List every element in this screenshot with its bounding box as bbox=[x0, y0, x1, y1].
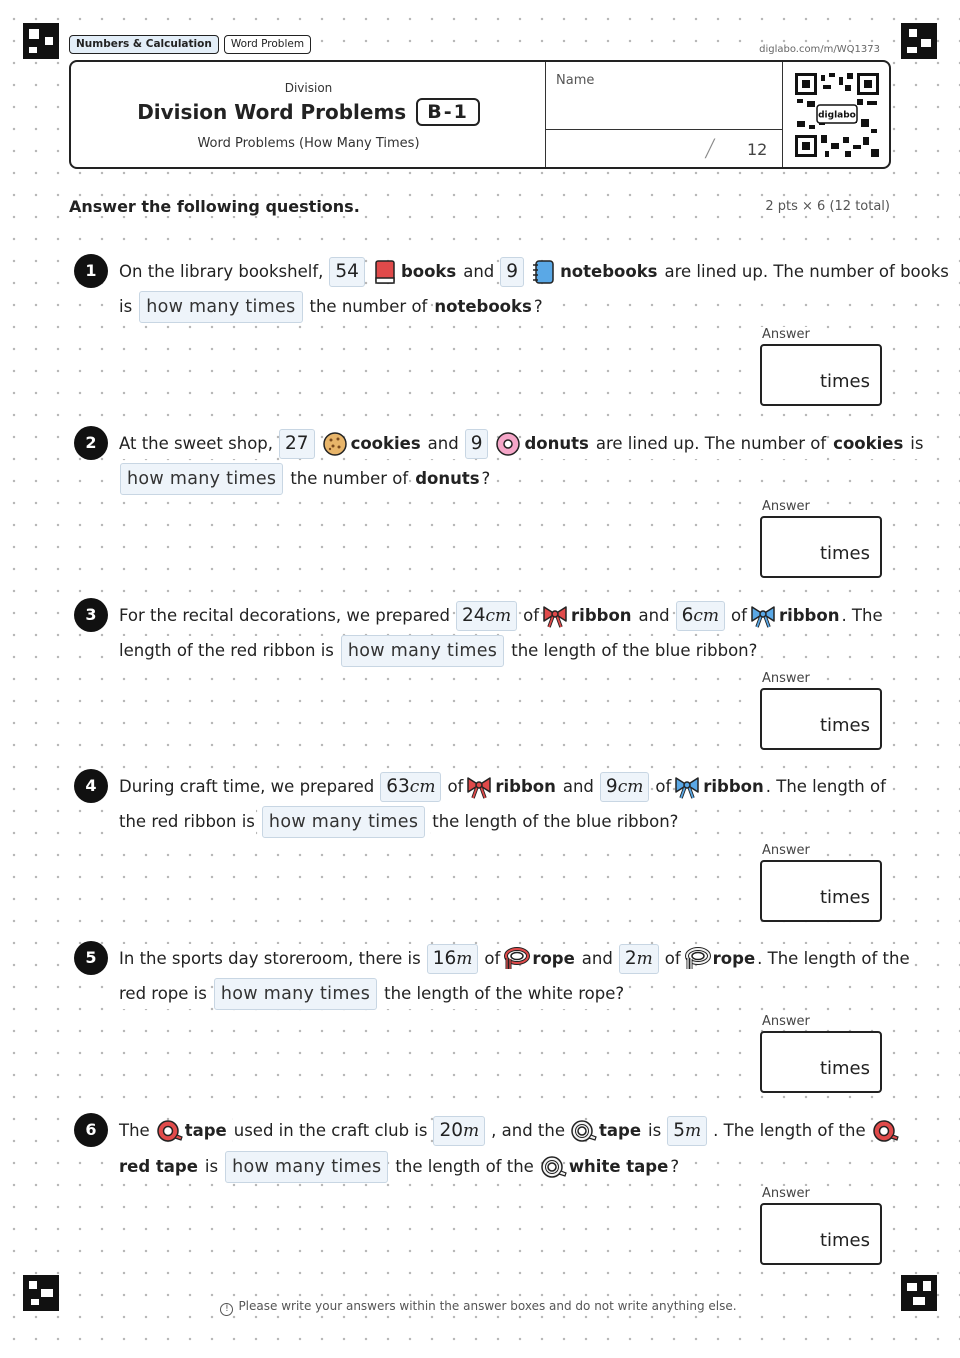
white-rope-icon bbox=[683, 945, 711, 973]
item-word: ribbon bbox=[702, 772, 765, 802]
item-word: red tape bbox=[118, 1152, 199, 1182]
item-word: notebooks bbox=[433, 292, 532, 322]
question-text: is bbox=[118, 292, 133, 322]
question-text-line bbox=[118, 635, 893, 667]
white-tape-icon bbox=[539, 1153, 567, 1181]
question-text: is bbox=[909, 429, 924, 459]
question-text-line bbox=[118, 601, 893, 631]
site-url: diglabo.com/m/WQ1373 bbox=[759, 44, 880, 55]
question-text-line bbox=[118, 463, 893, 495]
item-word: rope bbox=[712, 944, 756, 974]
question-text: the red ribbon is bbox=[118, 807, 256, 837]
number-box: 5m bbox=[667, 1116, 707, 1146]
question-text-line bbox=[118, 1116, 893, 1146]
answer-label: Answer bbox=[762, 1186, 810, 1201]
question-number: 4 bbox=[74, 769, 108, 803]
answer-unit: times bbox=[819, 887, 870, 908]
question-text: . The length of bbox=[765, 772, 887, 802]
notebook-icon bbox=[530, 258, 558, 286]
question-text-line bbox=[118, 1151, 893, 1183]
question-text: and bbox=[638, 601, 671, 631]
red-rope-icon bbox=[502, 945, 530, 973]
answer-unit: times bbox=[819, 371, 870, 392]
worksheet-header bbox=[69, 60, 891, 169]
score-field[interactable] bbox=[546, 130, 782, 167]
question-text: . The bbox=[840, 601, 883, 631]
worksheet-title: Division Word Problems bbox=[137, 100, 407, 124]
answer-unit: times bbox=[819, 1058, 870, 1079]
answer-label: Answer bbox=[762, 671, 810, 686]
red-tape-icon bbox=[155, 1117, 183, 1145]
number-box: 9 bbox=[465, 429, 489, 459]
footer-note-text: Please write your answers within the answer boxes and do not write anything else. bbox=[235, 1299, 739, 1313]
question-number: 6 bbox=[74, 1113, 108, 1147]
score-slash: / bbox=[703, 134, 717, 162]
name-field[interactable] bbox=[546, 62, 782, 130]
question-text-line bbox=[118, 806, 893, 838]
red-ribbon-icon bbox=[465, 773, 493, 801]
question-text: ? bbox=[669, 1152, 680, 1182]
answer-unit: times bbox=[819, 543, 870, 564]
number-box: 9cm bbox=[600, 772, 649, 802]
answer-box[interactable] bbox=[760, 1203, 882, 1265]
answer-label: Answer bbox=[762, 327, 810, 342]
question-text: and bbox=[562, 772, 595, 802]
item-word: donuts bbox=[414, 464, 480, 494]
question-text: . The length of the bbox=[756, 944, 911, 974]
item-word: ribbon bbox=[778, 601, 841, 631]
question-text: is bbox=[204, 1152, 219, 1182]
item-word: notebooks bbox=[559, 257, 658, 287]
question-text: length of the red ribbon is bbox=[118, 636, 335, 666]
item-word: books bbox=[400, 257, 457, 287]
how-many-times-phrase: how many times bbox=[341, 635, 504, 667]
level-badge: B-1 bbox=[416, 98, 480, 126]
question-text: are lined up. The number of books bbox=[664, 257, 950, 287]
question-number: 1 bbox=[74, 254, 108, 288]
corner-marker-top-right bbox=[901, 23, 937, 59]
question-text: The bbox=[118, 1116, 151, 1146]
question-text-line bbox=[118, 429, 924, 459]
subject-label: Division bbox=[284, 81, 333, 95]
question-text: At the sweet shop, bbox=[118, 429, 274, 459]
question-text: . The length of the bbox=[712, 1116, 867, 1146]
item-word: rope bbox=[531, 944, 575, 974]
question-text-line bbox=[118, 291, 893, 323]
question-text: red rope is bbox=[118, 979, 208, 1009]
item-word: cookies bbox=[350, 429, 422, 459]
number-box: 6cm bbox=[676, 601, 725, 631]
score-total: 12 bbox=[747, 140, 768, 159]
type-tag: Word Problem bbox=[224, 35, 311, 54]
number-box: 63cm bbox=[380, 772, 441, 802]
question-text: On the library bookshelf, bbox=[118, 257, 324, 287]
question-text: ? bbox=[481, 464, 492, 494]
question-text: of bbox=[446, 772, 464, 802]
cookie-icon bbox=[321, 430, 349, 458]
question-text: ? bbox=[533, 292, 544, 322]
red-tape-icon bbox=[871, 1117, 899, 1145]
question-text: is bbox=[647, 1116, 662, 1146]
name-label: Name bbox=[556, 73, 595, 88]
question-text: In the sports day storeroom, there is bbox=[118, 944, 422, 974]
question-text: of bbox=[522, 601, 540, 631]
answer-box[interactable] bbox=[760, 688, 882, 750]
question-text-line bbox=[118, 772, 893, 802]
white-tape-icon bbox=[569, 1117, 597, 1145]
red-ribbon-icon bbox=[541, 602, 569, 630]
question-number: 2 bbox=[74, 426, 108, 460]
number-box: 24cm bbox=[456, 601, 517, 631]
answer-box[interactable] bbox=[760, 1031, 882, 1093]
how-many-times-phrase: how many times bbox=[262, 806, 425, 838]
how-many-times-phrase: how many times bbox=[120, 463, 283, 495]
number-box: 54 bbox=[329, 257, 365, 287]
question-text: of bbox=[654, 772, 672, 802]
item-word: cookies bbox=[832, 429, 904, 459]
item-word: donuts bbox=[523, 429, 589, 459]
how-many-times-phrase: how many times bbox=[139, 291, 302, 323]
question-number: 3 bbox=[74, 598, 108, 632]
number-box: 9 bbox=[500, 257, 524, 287]
answer-label: Answer bbox=[762, 1014, 810, 1029]
how-many-times-phrase: how many times bbox=[214, 978, 377, 1010]
how-many-times-phrase: how many times bbox=[225, 1151, 388, 1183]
item-word: ribbon bbox=[570, 601, 633, 631]
number-box: 27 bbox=[279, 429, 315, 459]
question-text: of bbox=[483, 944, 501, 974]
question-text: and bbox=[581, 944, 614, 974]
answer-label: Answer bbox=[762, 499, 810, 514]
tag-group bbox=[69, 35, 311, 54]
question-text: of bbox=[664, 944, 682, 974]
question-text: the length of the blue ribbon? bbox=[510, 636, 758, 666]
question-text: the length of the white rope? bbox=[383, 979, 625, 1009]
blue-ribbon-icon bbox=[673, 773, 701, 801]
question-text: the length of the blue ribbon? bbox=[431, 807, 679, 837]
answer-unit: times bbox=[819, 1230, 870, 1251]
item-word: tape bbox=[184, 1116, 228, 1146]
worksheet-subtitle: Word Problems (How Many Times) bbox=[197, 136, 420, 151]
question-text-line bbox=[118, 944, 910, 974]
number-box: 16m bbox=[427, 944, 479, 974]
number-box: 20m bbox=[433, 1116, 485, 1146]
item-word: ribbon bbox=[494, 772, 557, 802]
question-text-line bbox=[118, 978, 893, 1010]
question-text: the length of the bbox=[394, 1152, 534, 1182]
qr-label: diglabo bbox=[818, 110, 856, 121]
question-text: the number of bbox=[289, 464, 409, 494]
footer-note bbox=[0, 1299, 960, 1316]
blue-ribbon-icon bbox=[749, 602, 777, 630]
answer-box[interactable] bbox=[760, 344, 882, 406]
question-text: the number of bbox=[309, 292, 429, 322]
answer-box[interactable] bbox=[760, 516, 882, 578]
category-tag: Numbers & Calculation bbox=[69, 35, 219, 54]
question-text: During craft time, we prepared bbox=[118, 772, 375, 802]
item-word: white tape bbox=[568, 1152, 670, 1182]
qr-code bbox=[795, 73, 879, 157]
points-label: 2 pts × 6 (12 total) bbox=[765, 199, 890, 214]
answer-box[interactable] bbox=[760, 860, 882, 922]
question-text-line bbox=[118, 257, 949, 287]
book-icon bbox=[371, 258, 399, 286]
item-word: tape bbox=[598, 1116, 642, 1146]
answer-unit: times bbox=[819, 715, 870, 736]
question-text: For the recital decorations, we prepared bbox=[118, 601, 451, 631]
number-box: 2m bbox=[619, 944, 659, 974]
corner-marker-top-left bbox=[23, 23, 59, 59]
donut-icon bbox=[494, 430, 522, 458]
question-text: and bbox=[427, 429, 460, 459]
question-text: of bbox=[730, 601, 748, 631]
answer-label: Answer bbox=[762, 843, 810, 858]
question-text: and bbox=[462, 257, 495, 287]
question-text: , and the bbox=[490, 1116, 566, 1146]
title-block bbox=[71, 62, 546, 167]
question-text: are lined up. The number of bbox=[595, 429, 827, 459]
question-number: 5 bbox=[74, 941, 108, 975]
instruction-text: Answer the following questions. bbox=[69, 197, 363, 216]
info-icon: ! bbox=[220, 1303, 233, 1316]
qr-panel bbox=[782, 62, 889, 167]
question-text: used in the craft club is bbox=[233, 1116, 429, 1146]
